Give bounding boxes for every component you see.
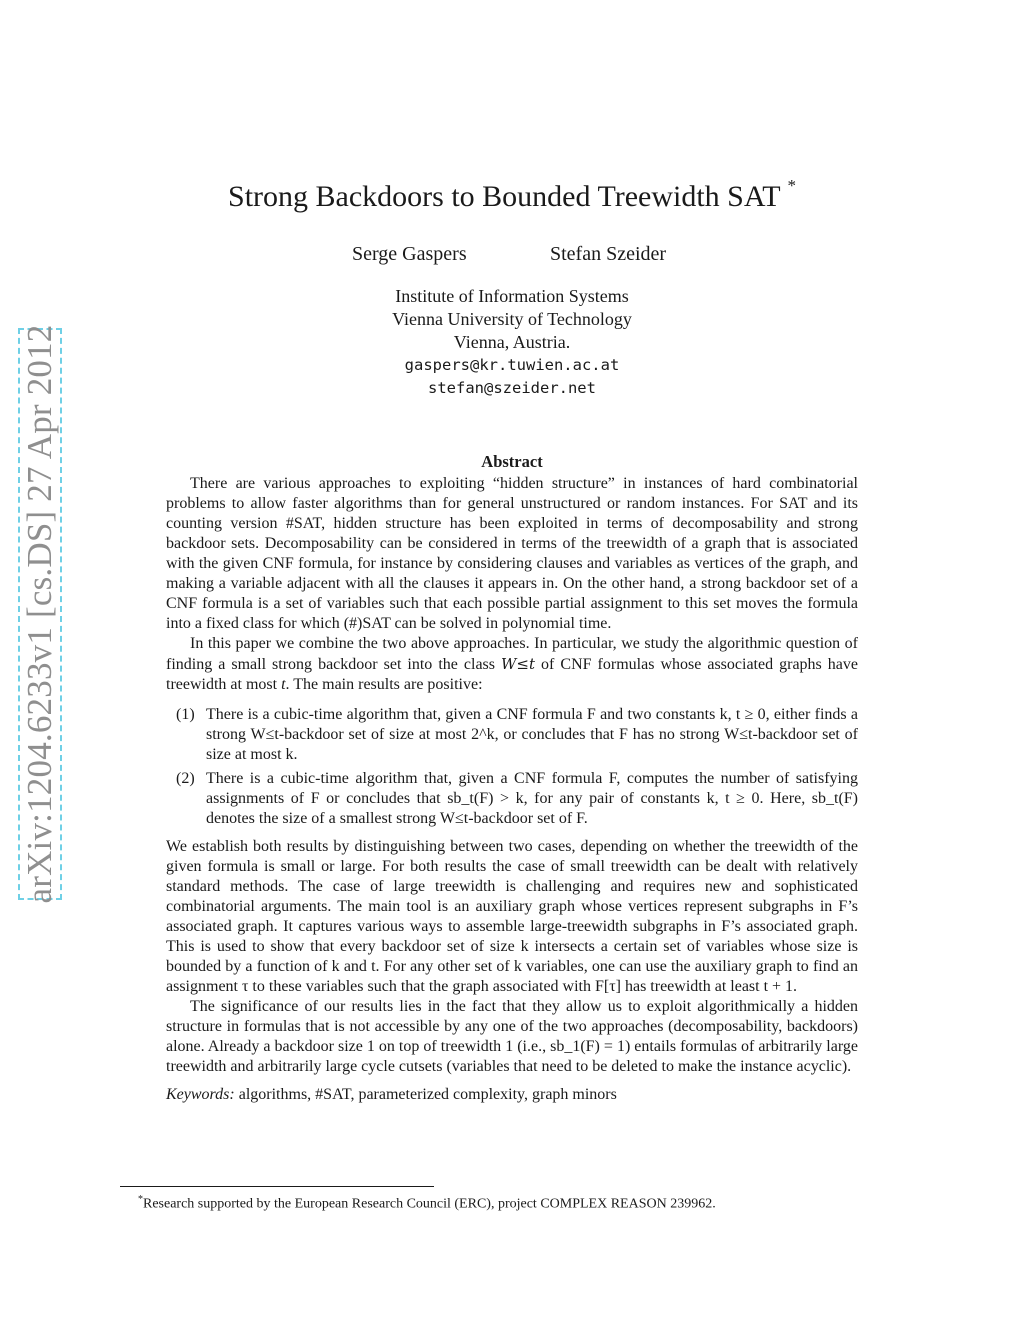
arxiv-identifier: arXiv:1204.6233v1 [cs.DS] 27 Apr 2012 xyxy=(20,324,59,904)
abstract-paragraph: The significance of our results lies in the fact that they allow us to exploit algorithmically a hidden structure in formulas that is not accessible by any one of the two approaches (decomposability, backdoors) alone. Already a backdoor size 1 on top of treewidth 1 (i.e., sb_1(F) = 1) entails formulas of arbitrarily large treewidth and arbitrarily large cycle cutsets (variables that need to be deleted to make the instance acyclic). xyxy=(166,998,858,1075)
title-footnote-mark: * xyxy=(787,176,796,195)
affiliation-location: Vienna, Austria. xyxy=(453,332,571,352)
paper-title xyxy=(0,176,1024,214)
keywords-line xyxy=(166,1085,858,1105)
keywords-label: Keywords: xyxy=(166,1086,235,1103)
author-email[interactable]: gaspers@kr.tuwien.ac.at xyxy=(404,356,620,374)
affiliation-university: Vienna University of Technology xyxy=(392,309,632,329)
result-item xyxy=(166,769,858,829)
result-text: There is a cubic-time algorithm that, given a CNF formula F and two constants k, t ≥ 0, either finds a strong W≤t-backdoor set of size at most 2^k, or concludes that F has no strong W≤t-backdoor set of size at most k. xyxy=(206,706,858,763)
main-results-list xyxy=(166,705,858,829)
text-run: . The main results are positive: xyxy=(285,676,483,693)
result-number: (2) xyxy=(176,770,195,787)
abstract-paragraph: We establish both results by distinguishing between two cases, depending on whether the treewidth of the given formula is small or large. For both results the case of small treewidth can be dealt with relatively standard methods. The case of large treewidth is challenging and requires new and sophisticated combinatorial arguments. The main tool is an auxiliary graph whose vertices represent subgraphs in F’s associated graph. It captures various ways to assemble large-treewidth subgraphs in F’s associated graph. This is used to show that every backdoor set of size k intersects a certain set of variables whose size is bounded by a function of k and t. For any other set of k variables, one can use the auxiliary graph to find an assignment τ to these variables such that the graph associated with F[τ] has treewidth at least t + 1. xyxy=(166,838,858,995)
abstract-heading: Abstract xyxy=(481,452,543,471)
result-item xyxy=(166,705,858,765)
result-text: There is a cubic-time algorithm that, given a CNF formula F, computes the number of satisfying assignments of F or concludes that sb_t(F) > k, for any pair of constants k, t ≥ 0. Here, sb_t(F) denotes the size of a smallest strong W≤t-backdoor set of F. xyxy=(206,770,858,827)
footnote-text: Research supported by the European Research Council (ERC), project COMPLEX REASON 239962. xyxy=(143,1196,716,1212)
arxiv-side-stamp[interactable] xyxy=(18,324,62,904)
abstract-body xyxy=(166,474,858,1105)
abstract-paragraph xyxy=(166,634,858,695)
keywords-list: algorithms, #SAT, parameterized complexity, graph minors xyxy=(238,1086,617,1103)
author-name: Stefan Szeider xyxy=(550,243,667,265)
footnote-mark: * xyxy=(138,1194,143,1205)
author-email[interactable]: stefan@szeider.net xyxy=(428,379,596,397)
author-name: Serge Gaspers xyxy=(352,243,467,265)
footnote-divider xyxy=(120,1186,434,1187)
abstract-paragraph: There are various approaches to exploiting “hidden structure” in instances of hard combinatorial problems to allow faster algorithms than for general unstructured or random instances. For SAT and its counting version #SAT, hidden structure has been exploited in terms of decomposability and strong backdoor sets. Decomposability can be considered in terms of the treewidth of a graph that is associated with the given CNF formula, for instance by considering clauses and variables as vertices of the graph, and making a variable adjacent with all the clauses it appears in. On the other hand, a strong backdoor set of a CNF formula is a set of variables such that each possible partial assignment to this set moves the formula into a fixed class for which (#)SAT can be solved in polynomial time. xyxy=(166,475,858,632)
result-number: (1) xyxy=(176,706,195,723)
text-run: of CNF formulas whose associated graphs have treewidth at most xyxy=(166,656,858,693)
affiliation-block xyxy=(0,285,1024,400)
footnote xyxy=(138,1191,898,1214)
affiliation-institute: Institute of Information Systems xyxy=(395,286,629,306)
text-run: In this paper we combine the two above approaches. In particular, we study the algorithmic question of finding a small strong backdoor set into the class xyxy=(166,635,858,673)
title-text: Strong Backdoors to Bounded Treewidth SAT xyxy=(228,180,780,213)
math-class-symbol: W≤t xyxy=(501,655,536,673)
math-variable: t xyxy=(281,676,286,693)
